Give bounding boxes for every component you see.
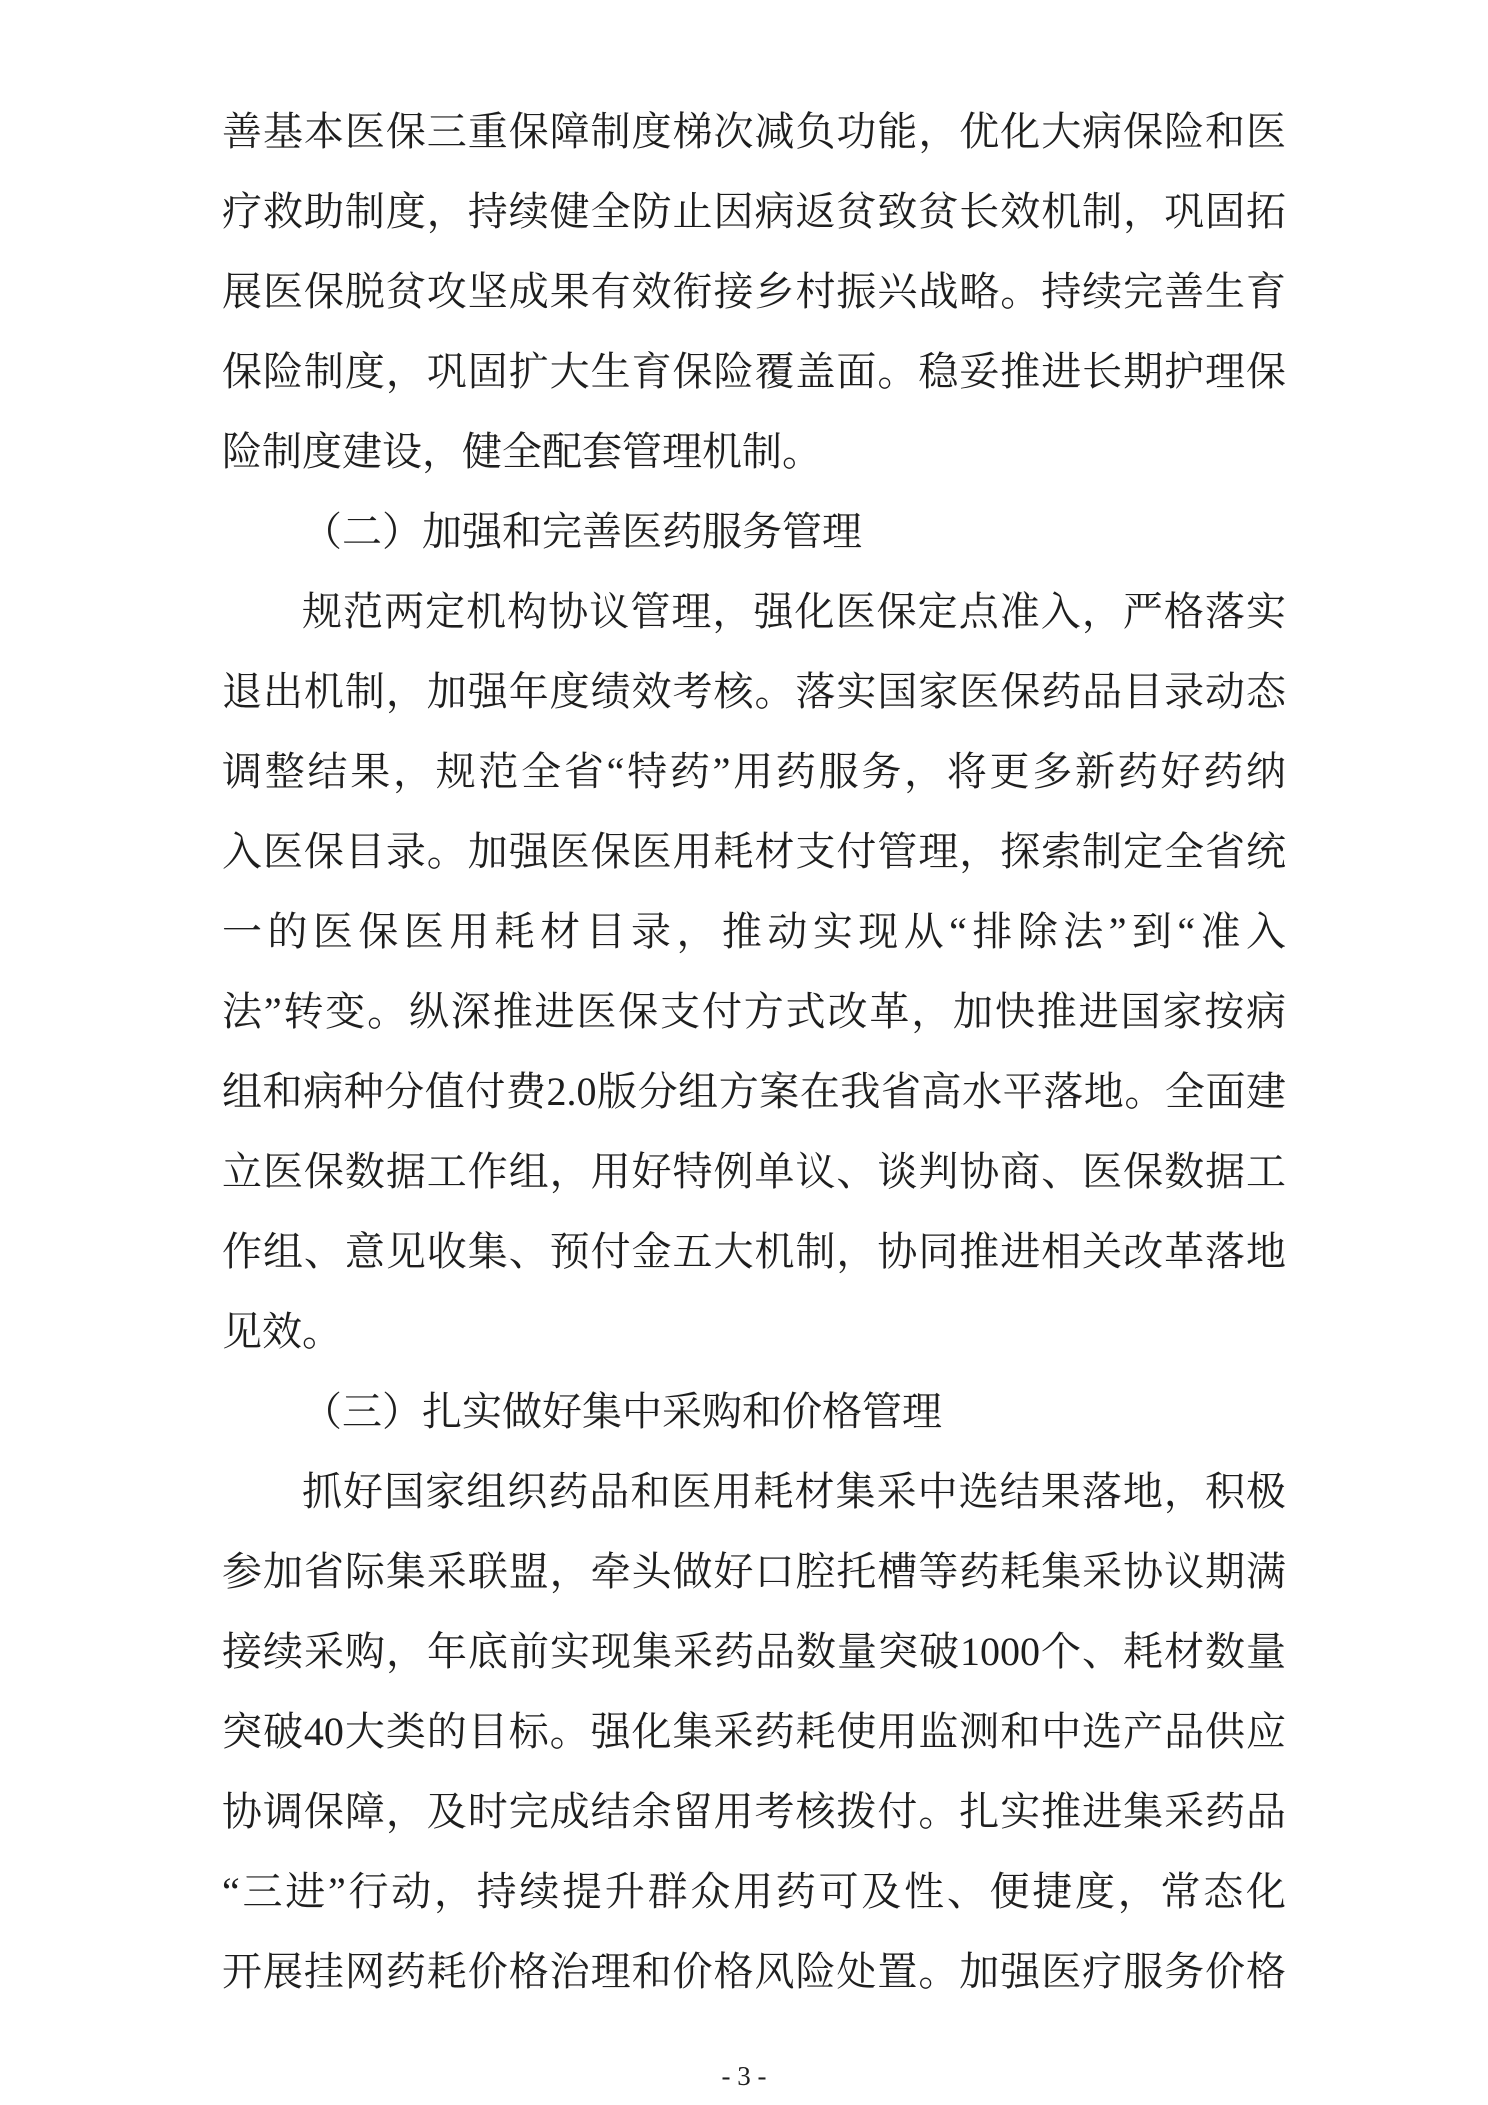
text-line: 退出机制，加强年度绩效考核。落实国家医保药品目录动态: [222, 669, 1286, 714]
text-line: “三进”行动，持续提升群众用药可及性、便捷度，常态化: [222, 1869, 1286, 1914]
text-line: 入医保目录。加强医保医用耗材支付管理，探索制定全省统: [222, 829, 1286, 874]
paragraph-medical-service-management: [222, 572, 1286, 1372]
paragraph-continuation: [222, 92, 1286, 492]
paragraph-procurement-and-pricing: [222, 1452, 1286, 2012]
text-line: 法”转变。纵深推进医保支付方式改革，加快推进国家按病: [222, 989, 1286, 1034]
text-line: 突破40大类的目标。强化集采药耗使用监测和中选产品供应: [222, 1709, 1286, 1754]
text-line: 规范两定机构协议管理，强化医保定点准入，严格落实: [302, 589, 1286, 634]
text-line: 险制度建设，健全配套管理机制。: [222, 429, 822, 474]
text-line: 接续采购，年底前实现集采药品数量突破1000个、耗材数量: [222, 1629, 1286, 1674]
text-line: 协调保障，及时完成结余留用考核拨付。扎实推进集采药品: [222, 1789, 1286, 1834]
page-number: - 3 -: [721, 2061, 767, 2091]
text-line: 善基本医保三重保障制度梯次减负功能，优化大病保险和医: [222, 109, 1286, 154]
document-body: [222, 92, 1286, 2012]
text-line: 一的医保医用耗材目录，推动实现从“排除法”到“准入: [222, 909, 1286, 954]
text-line: 组和病种分值付费2.0版分组方案在我省高水平落地。全面建: [222, 1069, 1286, 1114]
text-line: 抓好国家组织药品和医用耗材集采中选结果落地，积极: [302, 1469, 1286, 1514]
section-heading-3: （三）扎实做好集中采购和价格管理: [302, 1389, 942, 1434]
text-line: 立医保数据工作组，用好特例单议、谈判协商、医保数据工: [222, 1149, 1286, 1194]
text-line: 见效。: [222, 1309, 342, 1354]
text-line: 疗救助制度，持续健全防止因病返贫致贫长效机制，巩固拓: [222, 189, 1286, 234]
text-line: 展医保脱贫攻坚成果有效衔接乡村振兴战略。持续完善生育: [222, 269, 1286, 314]
text-line: 开展挂网药耗价格治理和价格风险处置。加强医疗服务价格: [222, 1949, 1286, 1994]
text-line: 调整结果，规范全省“特药”用药服务，将更多新药好药纳: [222, 749, 1286, 794]
text-line: 作组、意见收集、预付金五大机制，协同推进相关改革落地: [222, 1229, 1286, 1274]
text-line: 参加省际集采联盟，牵头做好口腔托槽等药耗集采协议期满: [222, 1549, 1286, 1594]
section-heading-2: （二）加强和完善医药服务管理: [302, 509, 862, 554]
text-line: 保险制度，巩固扩大生育保险覆盖面。稳妥推进长期护理保: [222, 349, 1286, 394]
